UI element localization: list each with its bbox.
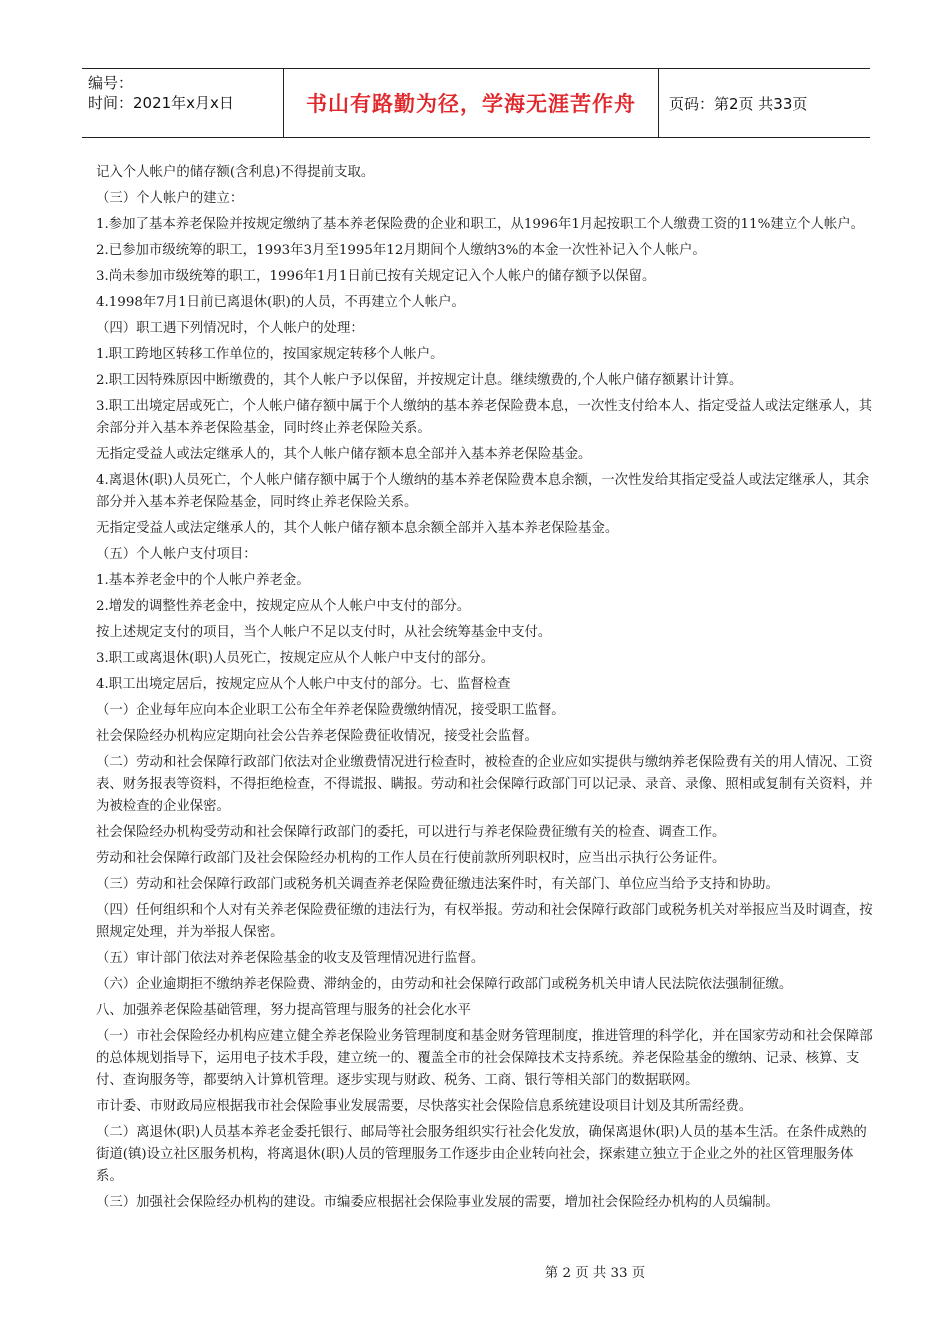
- paragraph: 3.职工出境定居或死亡，个人帐户储存额中属于个人缴纳的基本养老保险费本息，一次性支付给本人、指定受益人或法定继承人，其余部分并入基本养老保险基金，同时终止养老保险关系。: [96, 399, 873, 436]
- paragraph: 3.职工或离退休(职)人员死亡，按规定应从个人帐户中支付的部分。: [96, 651, 495, 666]
- section-heading: 八、加强养老保险基础管理，努力提高管理与服务的社会化水平: [96, 1003, 471, 1018]
- header-page-cell: [659, 69, 870, 137]
- document-date: 时间：2021年x月x日: [88, 94, 234, 112]
- paragraph: （二）离退休(职)人员基本养老金委托银行、邮局等社会服务组织实行社会化发放，确保离退休(职)人员的基本生活。在条件成熟的街道(镇)设立社区服务机构，将离退休(职)人员的管理服务工作逐步由企业转向社会，探索建立独立于企业之外的社区管理服务体系。: [96, 1125, 867, 1184]
- paragraph: 1.职工跨地区转移工作单位的，按国家规定转移个人帐户。: [96, 347, 444, 362]
- paragraph: 2.职工因特殊原因中断缴费的，其个人帐户予以保留，并按规定计息。继续缴费的,个人帐户储存额累计计算。: [96, 373, 743, 388]
- paragraph: 劳动和社会保障行政部门及社会保险经办机构的工作人员在行使前款所列职权时，应当出示执行公务证件。: [96, 851, 726, 866]
- paragraph: 2.已参加市级统筹的职工，1993年3月至1995年12月期间个人缴纳3%的本金一次性补记入个人帐户。: [96, 243, 706, 258]
- header-motto-cell: [284, 69, 659, 137]
- section-heading: （三）个人帐户的建立：: [96, 191, 244, 206]
- paragraph: 按上述规定支付的项目，当个人帐户不足以支付时，从社会统筹基金中支付。: [96, 625, 552, 640]
- paragraph: （六）企业逾期拒不缴纳养老保险费、滞纳金的，由劳动和社会保障行政部门或税务机关申请人民法院依法强制征缴。: [96, 977, 793, 992]
- paragraph: 市计委、市财政局应根据我市社会保险事业发展需要，尽快落实社会保险信息系统建设项目计划及其所需经费。: [96, 1099, 753, 1114]
- page-header: [82, 68, 870, 138]
- paragraph: 无指定受益人或法定继承人的，其个人帐户储存额本息全部并入基本养老保险基金。: [96, 447, 592, 462]
- paragraph: 4.1998年7月1日前已离退休(职)的人员，不再建立个人帐户。: [96, 295, 465, 310]
- paragraph: （三）加强社会保险经办机构的建设。市编委应根据社会保险事业发展的需要，增加社会保险经办机构的人员编制。: [96, 1195, 779, 1210]
- section-heading: （四）职工遇下列情况时，个人帐户的处理：: [96, 321, 364, 336]
- document-number: 编号：: [88, 74, 134, 92]
- paragraph: 无指定受益人或法定继承人的，其个人帐户储存额本息余额全部并入基本养老保险基金。: [96, 521, 619, 536]
- paragraph: 2.增发的调整性养老金中，按规定应从个人帐户中支付的部分。: [96, 599, 471, 614]
- paragraph: （一）企业每年应向本企业职工公布全年养老保险费缴纳情况，接受职工监督。: [96, 703, 565, 718]
- header-motto: 书山有路勤为径，学海无涯苦作舟: [306, 92, 636, 116]
- paragraph: 记入个人帐户的储存额(含利息)不得提前支取。: [96, 165, 375, 180]
- paragraph: （五）审计部门依法对养老保险基金的收支及管理情况进行监督。: [96, 951, 485, 966]
- paragraph: 3.尚未参加市级统筹的职工，1996年1月1日前已按有关规定记入个人帐户的储存额予以保留。: [96, 269, 656, 284]
- footer-page-number: 第 2 页 共 33 页: [544, 1266, 646, 1281]
- header-meta-cell: [82, 69, 284, 137]
- document-body: [96, 162, 880, 1214]
- paragraph: 4.离退休(职)人员死亡，个人帐户储存额中属于个人缴纳的基本养老保险费本息余额，一次性发给其指定受益人或法定继承人，其余部分并入基本养老保险基金，同时终止养老保险关系。: [96, 473, 870, 510]
- page-footer: [0, 1262, 950, 1281]
- section-heading: （五）个人帐户支付项目：: [96, 547, 257, 562]
- paragraph: 社会保险经办机构受劳动和社会保障行政部门的委托，可以进行与养老保险费征缴有关的检查、调查工作。: [96, 825, 726, 840]
- paragraph: 1.基本养老金中的个人帐户养老金。: [96, 573, 310, 588]
- paragraph: （四）任何组织和个人对有关养老保险费征缴的违法行为，有权举报。劳动和社会保障行政部门或税务机关对举报应当及时调查，按照规定处理，并为举报人保密。: [96, 903, 873, 940]
- paragraph: （二）劳动和社会保障行政部门依法对企业缴费情况进行检查时，被检查的企业应如实提供与缴纳养老保险费有关的用人情况、工资表、财务报表等资料，不得拒绝检查，不得谎报、瞒报。劳动和社会保障行政部门可以记录、录音、录像、照相或复制有关资料，并为被检查的企业保密。: [96, 755, 873, 814]
- paragraph: 4.职工出境定居后，按规定应从个人帐户中支付的部分。七、监督检查: [96, 677, 511, 692]
- paragraph: （一）市社会保险经办机构应建立健全养老保险业务管理制度和基金财务管理制度，推进管理的科学化，并在国家劳动和社会保障部的总体规划指导下，运用电子技术手段，建立统一的、覆盖全市的社会保障技术支持系统。养老保险基金的缴纳、记录、核算、支付、查询服务等，都要纳入计算机管理。逐步实现与财政、税务、工商、银行等相关部门的数据联网。: [96, 1029, 873, 1088]
- paragraph: （三）劳动和社会保障行政部门或税务机关调查养老保险费征缴违法案件时，有关部门、单位应当给予支持和协助。: [96, 877, 779, 892]
- header-page-number: 页码：第2页 共33页: [669, 94, 808, 113]
- paragraph: 社会保险经办机构应定期向社会公告养老保险费征收情况，接受社会监督。: [96, 729, 538, 744]
- paragraph: 1.参加了基本养老保险并按规定缴纳了基本养老保险费的企业和职工，从1996年1月起按职工个人缴费工资的11%建立个人帐户。: [96, 217, 865, 232]
